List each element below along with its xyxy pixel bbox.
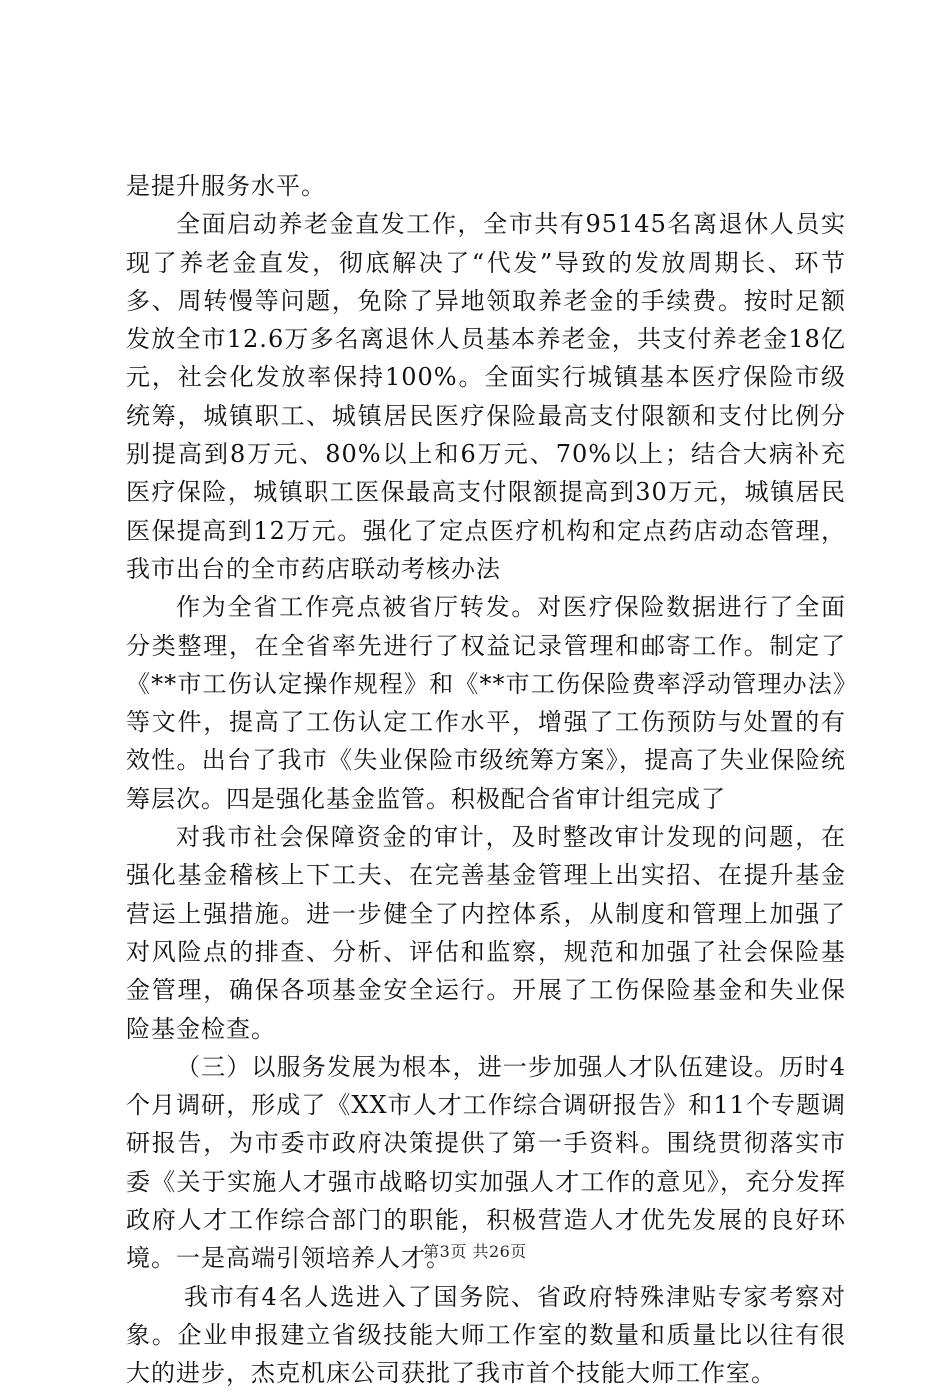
paragraph-3: 作为全省工作亮点被省厅转发。对医疗保险数据进行了全面分类整理，在全省率先进行了权益记录管理和邮寄工作。制定了《**市工伤认定操作规程》和《**市工伤保险费率浮动管理办法》等文件，提高了工伤认定工作水平，增强了工伤预防与处置的有效性。出台了我市《失业保险市级统筹方案》，提高了失业保险统筹层次。四是强化基金监管。积极配合省审计组完成了 [126,593,846,813]
paragraph-5: （三）以服务发展为根本，进一步加强人才队伍建设。历时4个月调研，形成了《XX市人才工作综合调研报告》和11个专题调研报告，为市委市政府决策提供了第一手资料。围绕贯彻落实市委《关于实施人才强市战略切实加强人才工作的意见》，充分发挥政府人才工作综合部门的职能，积极营造人才优先发展的良好环境。一是高端引领培养人才。 [126,1052,846,1273]
page-number-footer: 第3页 共26页 [423,1242,527,1261]
paragraph-4: 对我市社会保障资金的审计，及时整改审计发现的问题，在强化基金稽核上下工夫、在完善基金管理上出实招、在提升基金营运上强措施。进一步健全了内控体系，从制度和管理上加强了对风险点的排查、分析、评估和监察，规范和加强了社会保险基金管理，确保各项基金安全运行。开展了工伤保险基金和失业保险基金检查。 [126,823,846,1043]
paragraph-1: 是提升服务水平。 [126,172,326,200]
document-body [126,167,846,1393]
paragraph-6: 我市有4名人选进入了国务院、省政府特殊津贴专家考察对象。企业申报建立省级技能大师工作室的数量和质量比以往有很大的进步，杰克机床公司获批了我市首个技能大师工作室。 [126,1282,846,1388]
paragraph-2: 全面启动养老金直发工作，全市共有95145名离退休人员实现了养老金直发，彻底解决了“代发”导致的发放周期长、环节多、周转慢等问题，免除了异地领取养老金的手续费。按时足额发放全市12.6万多名离退休人员基本养老金，共支付养老金18亿元，社会化发放率保持100%。全面实行城镇基本医疗保险市级统筹，城镇职工、城镇居民医疗保险最高支付限额和支付比例分别提高到8万元、80%以上和6万元、70%以上；结合大病补充医疗保险，城镇职工医保最高支付限额提高到30万元，城镇居民医保提高到12万元。强化了定点医疗机构和定点药店动态管理，我市出台的全市药店联动考核办法 [126,210,846,583]
